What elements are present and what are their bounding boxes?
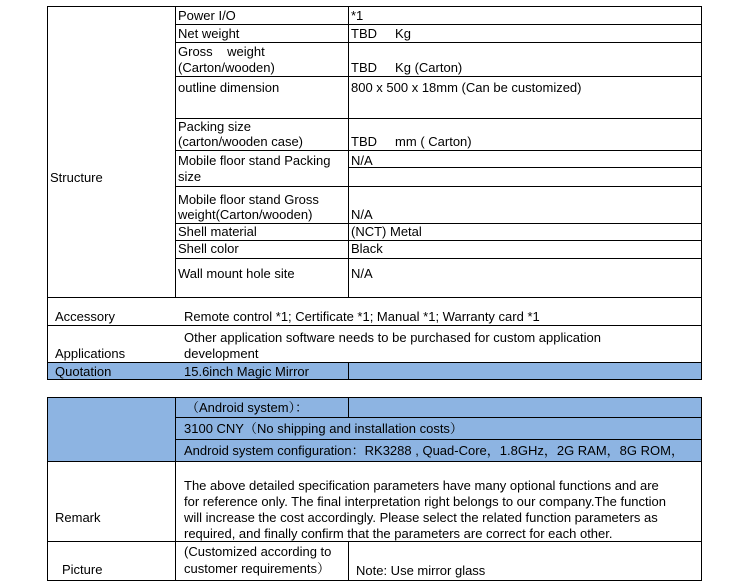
packing-size-label: Packing size bbox=[178, 119, 251, 134]
remark-line-4: required, and finally confirm that the parameters are correct for each other. bbox=[184, 526, 613, 541]
remark-line-1: The above detailed specification parameters have many optional functions and are bbox=[184, 478, 659, 493]
outline-dimension-label: outline dimension bbox=[178, 80, 280, 95]
picture-value-line2: customer requirements） bbox=[184, 561, 330, 576]
outline-dimension-value: 800 x 500 x 18mm (Can be customized) bbox=[351, 80, 582, 95]
gross-weight-label-line2: (Carton/wooden) bbox=[178, 60, 275, 75]
accessory-label: Accessory bbox=[55, 309, 115, 324]
price-text: 3100 CNY（No shipping and installation costs） bbox=[184, 421, 463, 436]
shell-material-value: (NCT) Metal bbox=[351, 224, 422, 239]
applications-label: Applications bbox=[55, 346, 126, 361]
accessory-value: Remote control *1; Certificate *1; Manual *1; Warranty card *1 bbox=[184, 309, 540, 324]
remark-label: Remark bbox=[55, 510, 101, 525]
applications-value-line2: development bbox=[184, 346, 259, 361]
shell-material-label: Shell material bbox=[178, 224, 257, 239]
floor-stand-gross-label: Mobile floor stand Gross bbox=[178, 192, 319, 207]
floor-stand-gross-label-line2: weight(Carton/wooden) bbox=[178, 207, 313, 222]
shell-color-label: Shell color bbox=[178, 241, 239, 256]
picture-label: Picture bbox=[62, 562, 103, 577]
power-io-value: *1 bbox=[351, 8, 364, 23]
floor-stand-packing-value: N/A bbox=[351, 153, 373, 168]
quotation-row-fill bbox=[47, 362, 701, 379]
structure-label: Structure bbox=[50, 170, 103, 185]
packing-size-value: TBD mm ( Carton) bbox=[351, 134, 472, 149]
floor-stand-gross-value: N/A bbox=[351, 207, 373, 222]
picture-note: Note: Use mirror glass bbox=[356, 563, 486, 578]
remark-line-3: will increase the cost accordingly. Please select the related function parameters as bbox=[184, 510, 658, 525]
floor-stand-packing-label-line2: size bbox=[178, 169, 202, 184]
wall-mount-label: Wall mount hole site bbox=[178, 266, 295, 281]
gross-weight-label: Gross weight bbox=[178, 44, 265, 59]
gross-weight-value: TBD Kg (Carton) bbox=[351, 60, 463, 75]
net-weight-label: Net weight bbox=[178, 26, 240, 41]
applications-value-line1: Other application software needs to be purchased for custom application bbox=[184, 330, 601, 345]
wall-mount-value: N/A bbox=[351, 266, 373, 281]
quote-left-fill bbox=[47, 398, 176, 461]
picture-value-line1: (Customized according to bbox=[184, 544, 332, 559]
net-weight-value: TBD Kg bbox=[351, 26, 411, 41]
android-system-header: （Android system）： bbox=[186, 400, 309, 415]
packing-size-label-line2: (carton/wooden case) bbox=[178, 134, 304, 149]
floor-stand-packing-label: Mobile floor stand Packing bbox=[178, 153, 331, 168]
remark-line-2: for reference only. The final interpretation right belongs to our company.The function bbox=[184, 494, 666, 509]
quotation-label: Quotation bbox=[55, 364, 112, 379]
config-text: Android system configuration：RK3288 , Quad-Core，1.8GHz，2G RAM，8G ROM， bbox=[184, 443, 684, 458]
power-io-label: Power I/O bbox=[178, 8, 236, 23]
quotation-value: 15.6inch Magic Mirror bbox=[184, 364, 309, 379]
shell-color-value: Black bbox=[351, 241, 383, 256]
